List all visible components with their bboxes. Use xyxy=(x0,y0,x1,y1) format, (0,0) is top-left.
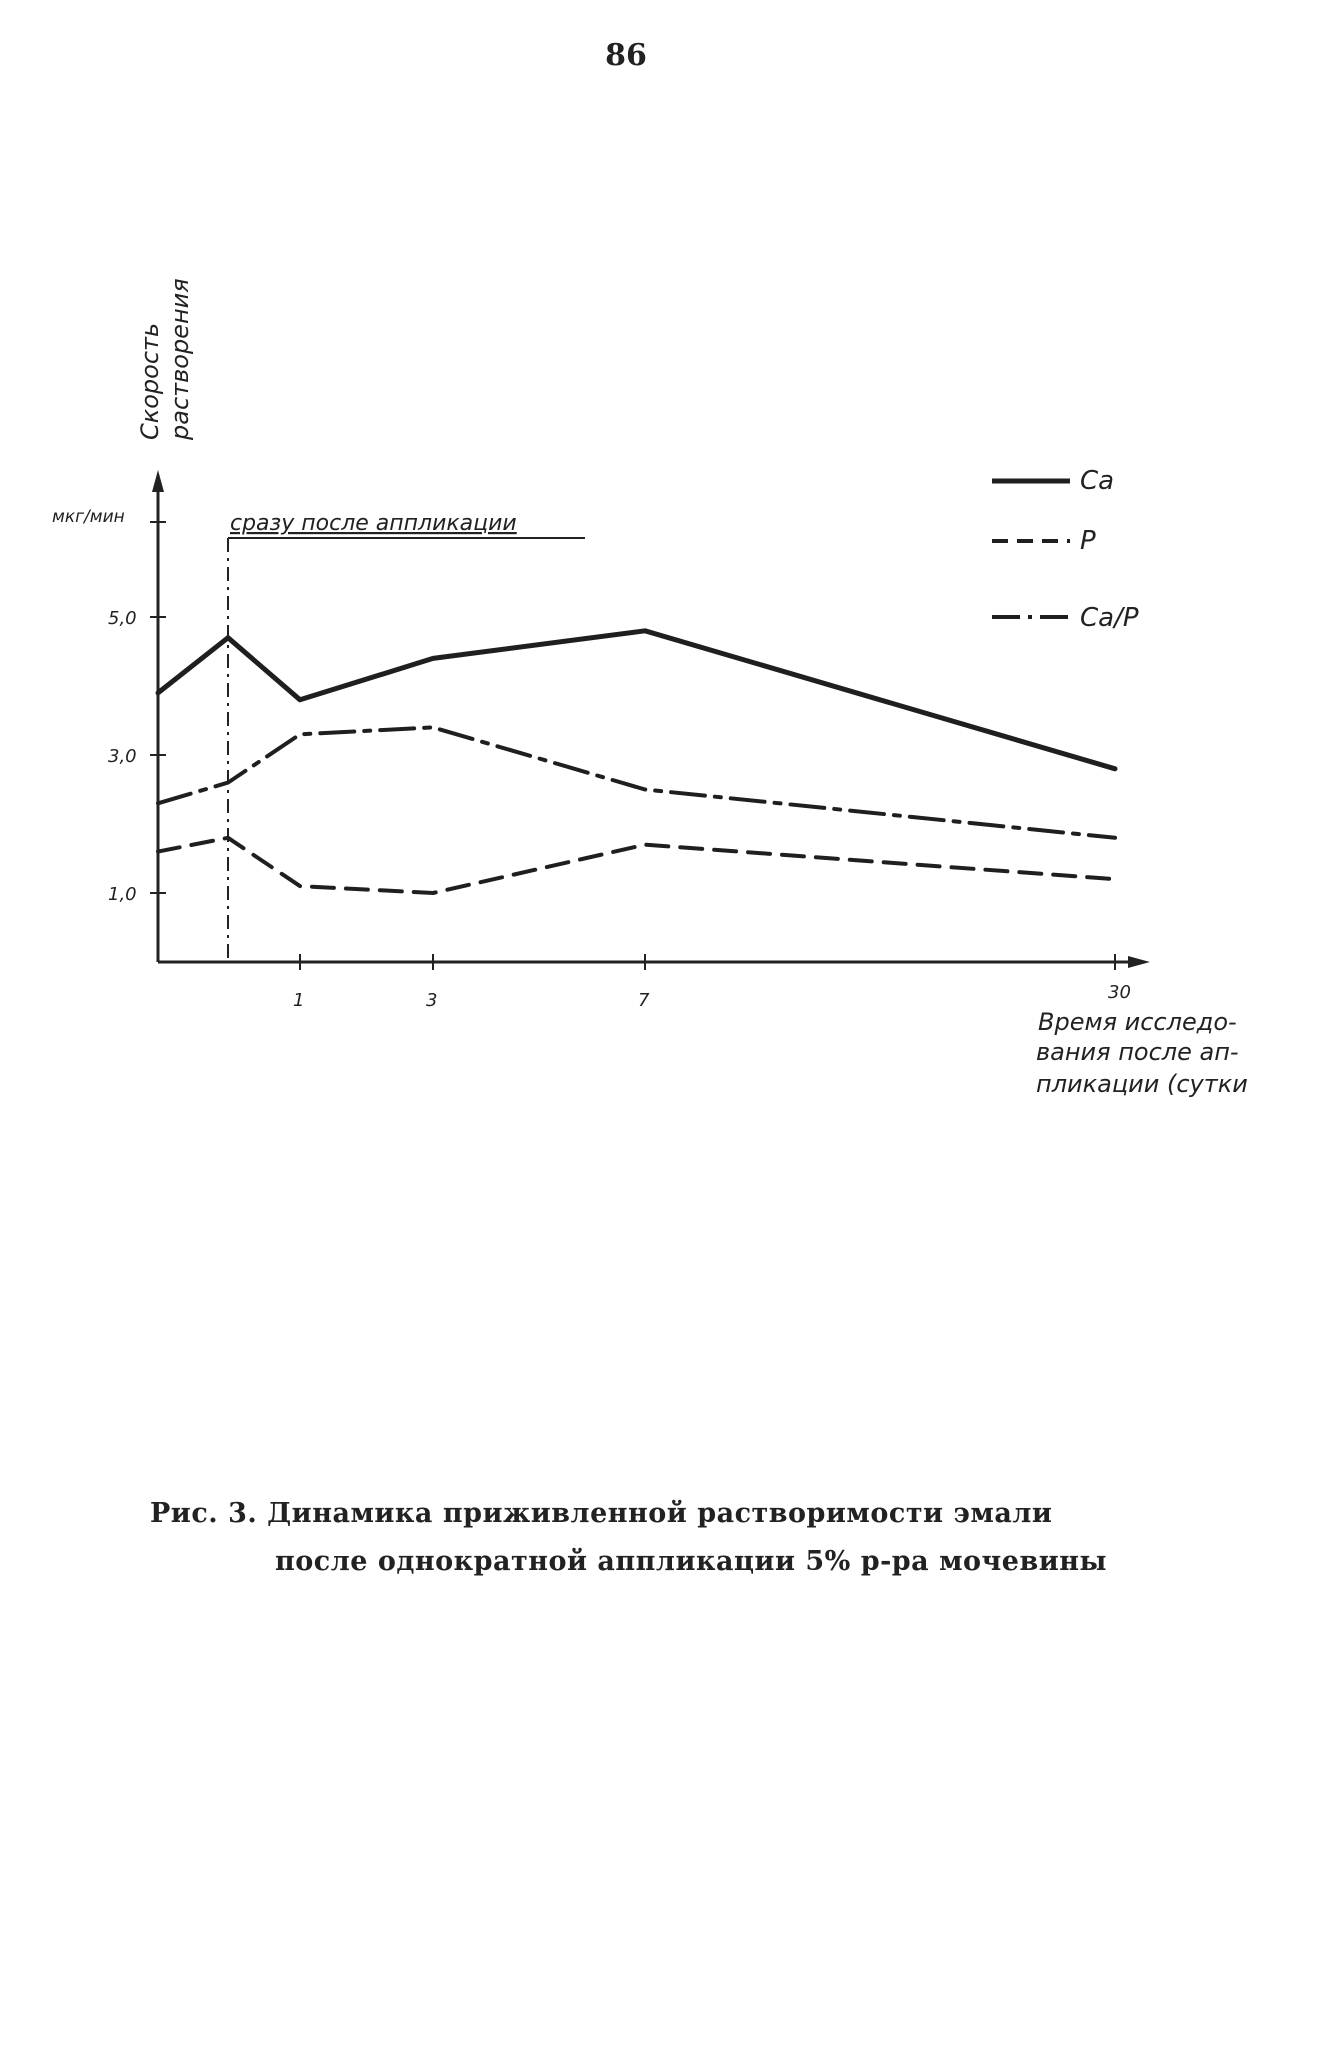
caption-line-1: Рис. 3. Динамика приживленной растворимости эмали xyxy=(150,1498,1053,1529)
y-axis-arrow xyxy=(152,470,164,492)
caption-line-2: после однократной аппликации 5% р-ра мочевины xyxy=(275,1546,1108,1577)
x-tick-label: 30 xyxy=(1108,982,1131,1003)
figure-caption xyxy=(150,1490,1150,1586)
chart-marks xyxy=(108,522,1131,1011)
y-axis-label-line2: растворения xyxy=(166,278,194,440)
y-tick-label: 5,0 xyxy=(108,608,137,629)
series-line-cap xyxy=(158,727,1115,837)
y-tick-label: 3,0 xyxy=(108,746,137,767)
x-axis-arrow xyxy=(1128,956,1150,968)
x-tick-label: 3 xyxy=(426,990,438,1011)
legend-label-ca: Ca xyxy=(1080,466,1115,496)
series-line-p xyxy=(158,838,1115,893)
y-axis-unit: мкг/мин xyxy=(52,507,125,527)
legend-label-p: P xyxy=(1080,526,1096,556)
x-axis-label-line2: вания после ап- xyxy=(1036,1038,1239,1066)
annotation-label: сразу после аппликации xyxy=(230,511,517,536)
y-axis-label-line1: Скорость xyxy=(136,322,164,440)
series-line-ca xyxy=(158,631,1115,769)
x-tick-label: 7 xyxy=(638,990,650,1011)
x-axis-label-line3: пликации (сутки xyxy=(1036,1070,1248,1098)
legend-label-cap: Ca/P xyxy=(1080,603,1139,633)
y-tick-label: 1,0 xyxy=(108,884,137,905)
x-axis-label-line1: Время исследо- xyxy=(1038,1008,1237,1036)
x-tick-label: 1 xyxy=(293,990,305,1011)
page-number: 86 xyxy=(605,38,647,73)
